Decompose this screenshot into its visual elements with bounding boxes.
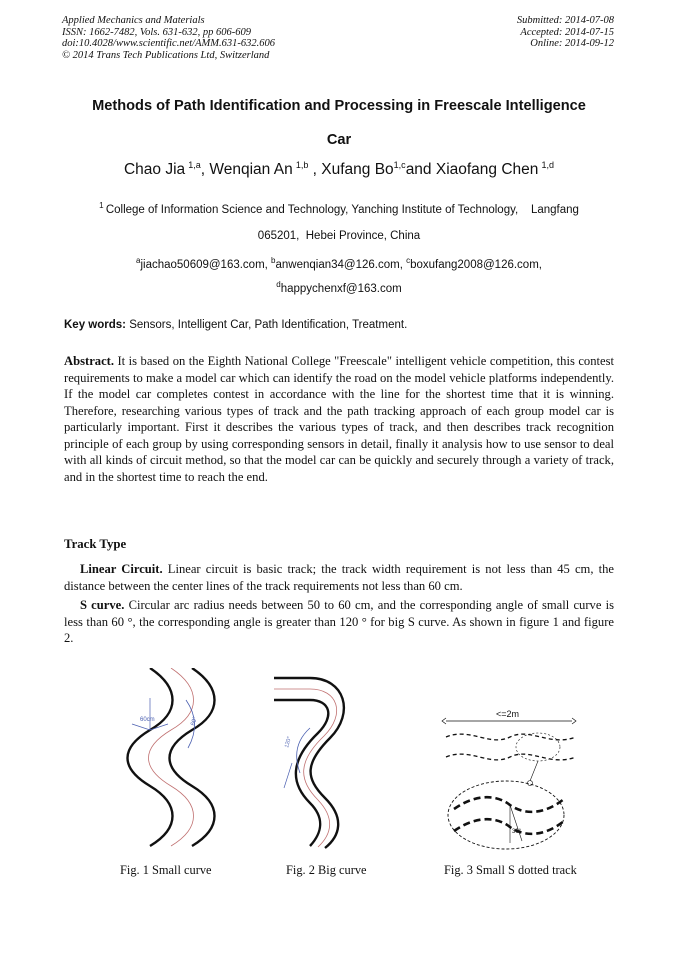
- author-sup: 1,a: [188, 160, 201, 170]
- paragraph-label: S curve.: [80, 598, 125, 612]
- author-sup: 1,d: [541, 160, 555, 170]
- email-address: boxufang2008@126.com,: [410, 259, 542, 271]
- author-separator: ,: [200, 161, 210, 178]
- journal-header: [62, 15, 275, 61]
- paragraph-label: Linear Circuit.: [80, 562, 163, 576]
- paragraph-text: Circular arc radius needs between 50 to 60 cm, and the corresponding angle of small curve is less than 60 °, the corresponding angle is greater than 120 ° for big S curve. As shown in figure 1 and figure 2.: [64, 598, 614, 645]
- figure-caption: Fig. 3 Small S dotted track: [444, 863, 577, 877]
- author-name: Chao Jia: [123, 161, 186, 178]
- figure-caption: Fig. 1 Small curve: [120, 863, 212, 877]
- email-sup: c: [406, 256, 411, 265]
- email-address: jiachao50609@163.com,: [140, 259, 272, 271]
- author-name: Wenqian An: [209, 161, 293, 178]
- email-sup: b: [271, 256, 276, 265]
- keywords: [64, 319, 616, 331]
- figure-small-curve: [110, 668, 230, 853]
- abstract-text: It is based on the Eighth National College "Freescale" intelligent vehicle competition, this contest requirements to make a model car which can identify the road on the model vehicle platforms independently. If the model car completes contest in accordance with the line for the shortest time that it is winning. Therefore, researching various types of track and the path tracking approach of each group model car is particularly important. First it describes the various types of track, and then describes track recognition principle of each group by using corresponding sensors in detail, finally it analysis how to use sensor to deal with all kinds of circuit method, so that the model car can be quickly and securely through a variety of track, and in the shortest time to reach the end.: [64, 354, 614, 484]
- author-sup: 1,c: [393, 160, 406, 170]
- author-list: [40, 161, 638, 179]
- figure-label: 60cm: [140, 717, 155, 723]
- abstract: [64, 353, 614, 485]
- abstract-label: Abstract.: [64, 354, 115, 368]
- email-address: anwenqian34@126.com,: [275, 259, 407, 271]
- figure-big-curve: [270, 668, 400, 853]
- email-address: happychenxf@163.com: [280, 283, 402, 295]
- email-list: [40, 253, 638, 301]
- keywords-text: Sensors, Intelligent Car, Path Identification, Treatment.: [126, 319, 408, 331]
- author-sup: 1,b: [295, 160, 309, 170]
- journal-issn: ISSN: 1662-7482, Vols. 631-632, pp 606-609: [62, 26, 251, 38]
- section-heading: Track Type: [64, 537, 127, 551]
- affiliation-sup: 1: [99, 201, 104, 210]
- paragraph-s-curve: [64, 597, 614, 647]
- keywords-label: Key words:: [64, 319, 126, 331]
- submitted-date: Submitted: 2014-07-08: [516, 15, 614, 26]
- title-line-1: Methods of Path Identification and Processing in Freescale Intelligence: [92, 98, 586, 114]
- journal-doi: doi:10.4028/www.scientific.net/AMM.631-632.606: [62, 38, 275, 49]
- journal-copyright: © 2014 Trans Tech Publications Ltd, Switzerland: [62, 49, 270, 61]
- journal-name: Applied Mechanics and Materials: [62, 15, 205, 26]
- email-sup: d: [276, 280, 281, 289]
- author-name: Xufang Bo: [321, 161, 394, 178]
- author-separator: ,: [308, 161, 322, 178]
- paragraph-linear-circuit: [64, 561, 614, 594]
- online-date: Online: 2014-09-12: [530, 38, 614, 49]
- title-line-2: Car: [326, 132, 352, 148]
- dates-header: [517, 15, 614, 50]
- figure-label: 60°: [190, 716, 199, 727]
- paper-title: [40, 89, 638, 157]
- figure-label: 120°: [284, 735, 293, 749]
- figure-caption: Fig. 2 Big curve: [286, 863, 367, 877]
- affiliation: [40, 197, 638, 249]
- figure-label: 30°: [512, 829, 522, 835]
- figure-small-s-dotted-track: [440, 705, 580, 855]
- affiliation-line-1: College of Information Science and Technology, Yanching Institute of Technology, Langfang: [105, 204, 579, 216]
- author-name: and Xiaofang Chen: [405, 161, 539, 178]
- paragraph-text: Linear circuit is basic track; the track width requirement is not less than 45 cm, the distance between the center lines of the track requirements not less than 60 cm.: [64, 562, 614, 593]
- accepted-date: Accepted: 2014-07-15: [520, 26, 614, 38]
- figure-label: <=2m: [496, 709, 520, 719]
- affiliation-line-2: 065201, Hebei Province, China: [257, 230, 421, 242]
- email-sup: a: [136, 256, 141, 265]
